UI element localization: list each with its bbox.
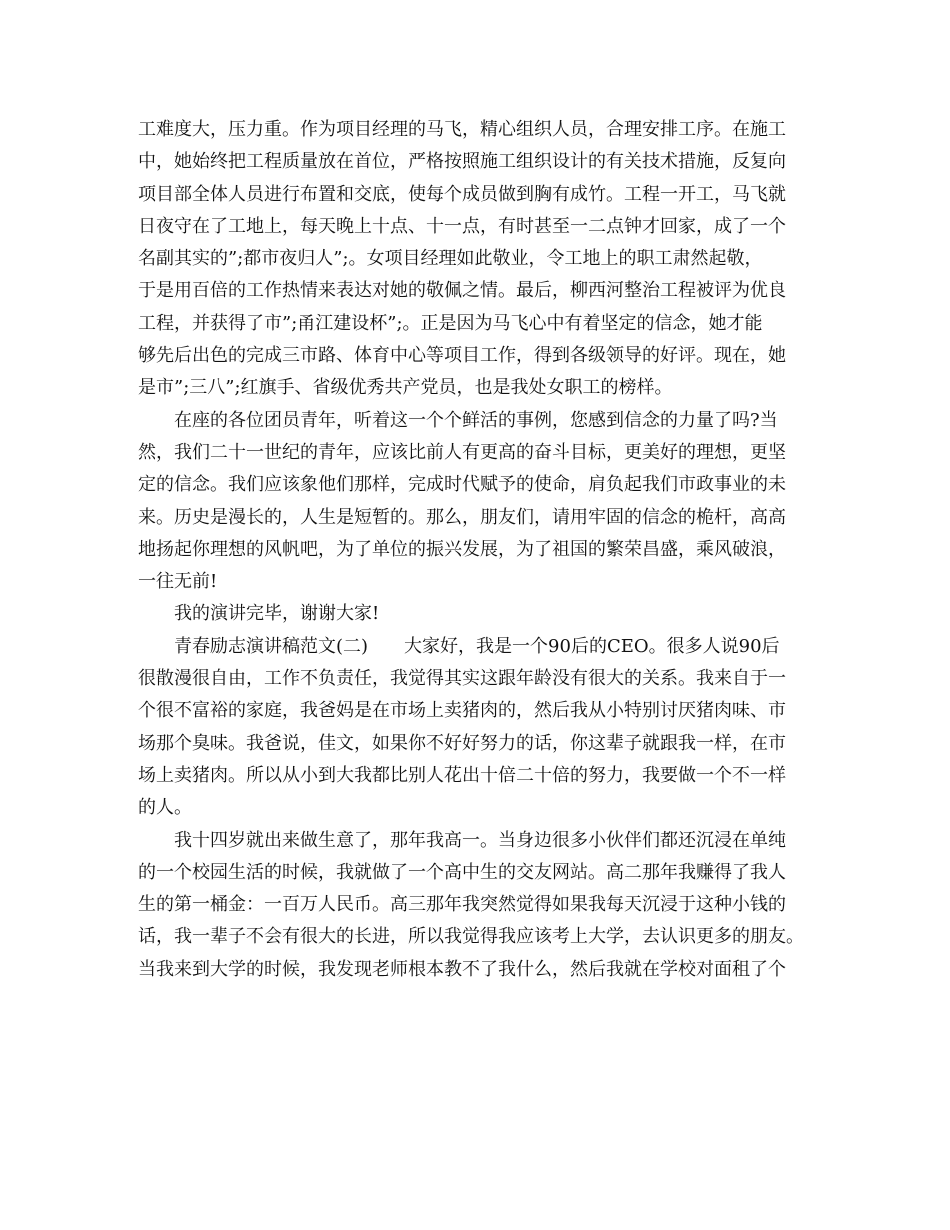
text-line: 工难度大，压力重。作为项目经理的马飞，精心组织人员，合理安排工序。在施工: [138, 119, 786, 140]
text-line: 在座的各位团员青年，听着这一个个鲜活的事例，您感到信念的力量了吗?当: [174, 409, 778, 431]
text-line: 生的第一桶金：一百万人民币。高三那年我突然觉得如果我每天沉浸于这种小钱的: [138, 894, 786, 916]
text-line: 的一个校园生活的时候，我就做了一个高中生的交友网站。高二那年我赚得了我人: [138, 861, 786, 883]
text-line: 项目部全体人员进行布置和交底，使每个成员做到胸有成竹。工程一开工，马飞就: [138, 183, 786, 205]
text-line: 然，我们二十一世纪的青年，应该比前人有更高的奋斗目标，更美好的理想，更坚: [138, 441, 786, 463]
text-line: 话，我一辈子不会有很大的长进，所以我觉得我应该考上大学，去认识更多的朋友。: [138, 926, 804, 948]
document-body: [138, 114, 828, 986]
text-line: 场那个臭味。我爸说，佳文，如果你不好好努力的话，你这辈子就跟我一样，在市: [138, 732, 786, 754]
text-line: 很散漫很自由，工作不负责任，我觉得其实这跟年龄没有很大的关系。我来自于一: [138, 668, 786, 690]
text-line: 场上卖猪肉。所以从小到大我都比别人花出十倍二十倍的努力，我要做一个不一样: [138, 764, 786, 786]
text-line: 于是用百倍的工作热情来表达对她的敬佩之情。最后，柳西河整治工程被评为优良: [138, 280, 786, 302]
text-line: 工程，并获得了市”;甬江建设杯”;。正是因为马飞心中有着坚定的信念，她才能: [138, 312, 763, 334]
text-line: 名副其实的”;都市夜归人”;。女项目经理如此敬业，令工地上的职工肃然起敬，: [138, 248, 763, 270]
text-line: 当我来到大学的时候，我发现老师根本教不了我什么，然后我就在学校对面租了个: [138, 958, 786, 980]
text-line: 我的演讲完毕，谢谢大家!: [174, 603, 380, 625]
text-line: 是市”;三八”;红旗手、省级优秀共产党员，也是我处女职工的榜样。: [138, 377, 673, 399]
text-line: 日夜守在了工地上，每天晚上十点、十一点，有时甚至一二点钟才回家，成了一个: [138, 215, 786, 237]
text-line: 的人。: [138, 797, 192, 819]
text-line: 够先后出色的完成三市路、体育中心等项目工作，得到各级领导的好评。现在，她: [138, 345, 786, 367]
text-line: 我十四岁就出来做生意了，那年我高一。当身边很多小伙伴们都还沉浸在单纯: [174, 829, 786, 851]
text-line: 定的信念。我们应该象他们那样，完成时代赋予的使命，肩负起我们市政事业的未: [138, 474, 786, 496]
text-line: 来。历史是漫长的，人生是短暂的。那么，朋友们，请用牢固的信念的桅杆，高高: [138, 506, 786, 528]
text-line: 个很不富裕的家庭，我爸妈是在市场上卖猪肉的，然后我从小特别讨厌猪肉味、市: [138, 700, 786, 722]
text-line: 一往无前!: [138, 571, 218, 593]
text-line: 地扬起你理想的风帆吧，为了单位的振兴发展，为了祖国的繁荣昌盛，乘风破浪，: [138, 538, 786, 560]
text-line: 中，她始终把工程质量放在首位，严格按照施工组织设计的有关技术措施，反复向: [138, 151, 786, 173]
text-line: 青春励志演讲稿范文(二) 大家好，我是一个90后的CEO。很多人说90后: [174, 635, 780, 657]
